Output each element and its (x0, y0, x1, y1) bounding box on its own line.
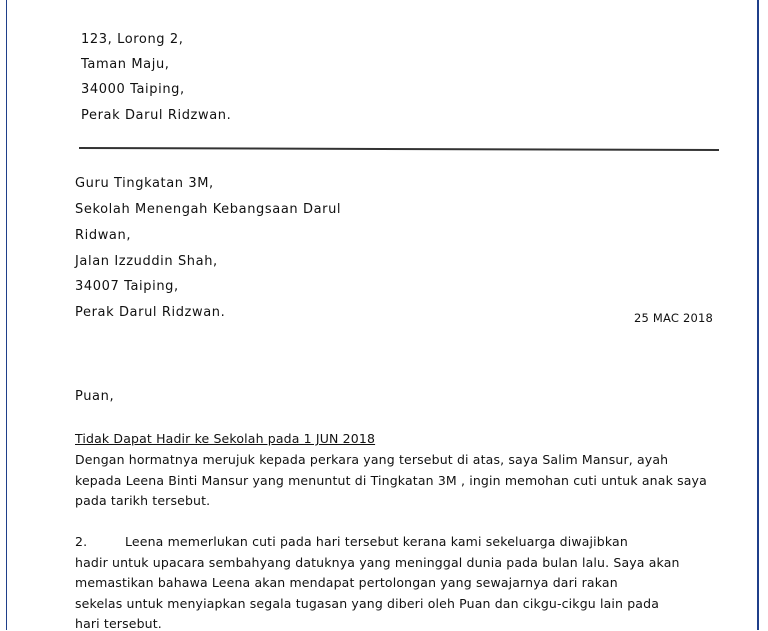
subject-heading: Tidak Dapat Hadir ke Sekolah pada 1 JUN 2018 (75, 431, 376, 446)
paragraph-line: sekelas untuk menyiapkan segala tugasan yang diberi oleh Puan dan cikgu-cikgu lain pada (75, 596, 660, 611)
paragraph-number: 2. (75, 534, 88, 549)
recipient-address-line: Perak Darul Ridzwan. (75, 305, 226, 320)
sender-address-line: Taman Maju, (81, 57, 170, 72)
letter-date: 25 MAC 2018 (634, 311, 714, 325)
recipient-address-line: Ridwan, (75, 228, 132, 243)
paragraph-line (75, 534, 628, 549)
letter-page (6, 0, 759, 630)
recipient-address-line: 34007 Taiping, (75, 279, 179, 294)
sender-address-line: 34000 Taiping, (81, 82, 185, 97)
recipient-address-line: Sekolah Menengah Kebangsaan Darul (75, 202, 342, 217)
paragraph-line: memastikan bahawa Leena akan mendapat pertolongan yang sewajarnya dari rakan (75, 575, 618, 590)
paragraph-line-text: Leena memerlukan cuti pada hari tersebut kerana kami sekeluarga diwajibkan (125, 534, 628, 549)
paragraph-line: hari tersebut. (75, 616, 162, 631)
paragraph-line: kepada Leena Binti Mansur yang menuntut di Tingkatan 3M , ingin memohan cuti untuk anak saya (75, 473, 707, 488)
recipient-address-line: Guru Tingkatan 3M, (75, 176, 214, 191)
salutation: Puan, (75, 389, 115, 404)
sender-address-line: Perak Darul Ridzwan. (81, 108, 232, 123)
sender-address-line: 123, Lorong 2, (81, 32, 184, 47)
recipient-address-line: Jalan Izzuddin Shah, (75, 254, 218, 269)
paragraph-line: hadir untuk upacara sembahyang datuknya yang meninggal dunia pada bulan lalu. Saya akan (75, 555, 680, 570)
divider-line (79, 147, 719, 151)
paragraph-line: pada tarikh tersebut. (75, 493, 211, 508)
paragraph-line: Dengan hormatnya merujuk kepada perkara yang tersebut di atas, saya Salim Mansur, ayah (75, 452, 669, 467)
